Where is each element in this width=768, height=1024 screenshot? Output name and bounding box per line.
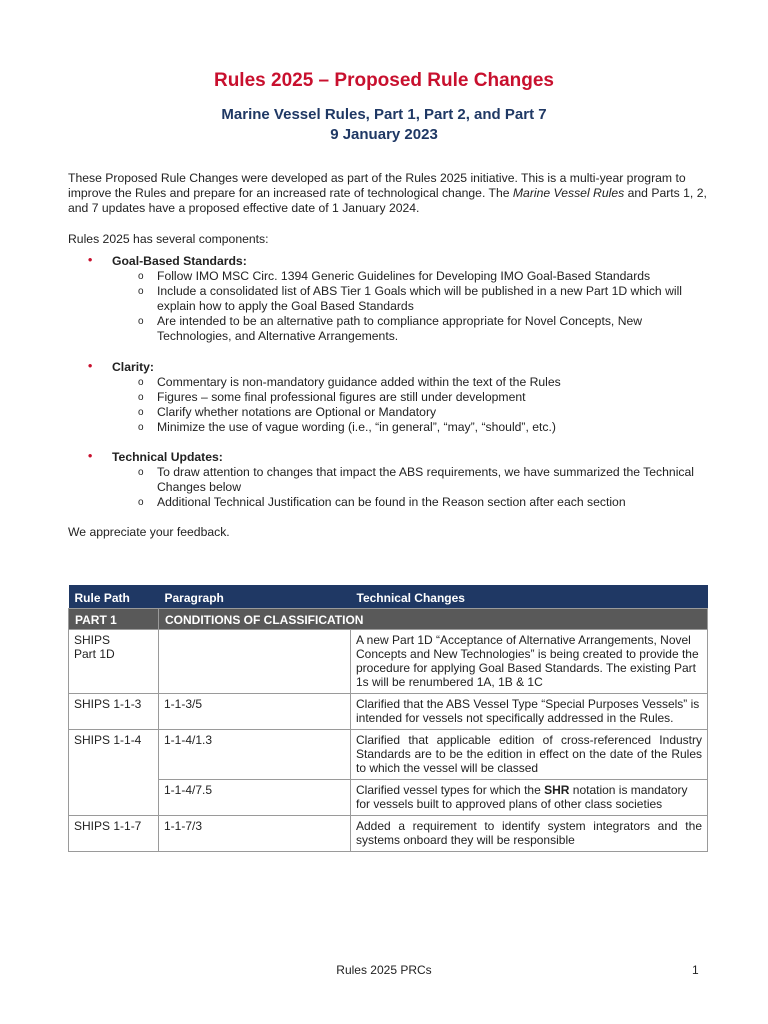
paragraph-cell: 1-1-3/5: [159, 694, 351, 730]
part-row: [69, 609, 708, 630]
sub-bullet-icon: o: [138, 377, 144, 388]
sub-bullet-icon: o: [138, 271, 144, 282]
technical-changes-table: [68, 585, 708, 852]
paragraph-cell: 1-1-4/1.3: [159, 730, 351, 780]
document-title: Rules 2025 – Proposed Rule Changes: [213, 70, 554, 91]
table-row: [69, 780, 708, 816]
table-header-row: [69, 585, 708, 609]
list-item: o Are intended to be an alternative path to compliance appropriate for Novel Concepts, New Technologies, and Alternative Arrangements.: [138, 314, 643, 343]
list-item: o Clarify whether notations are Optional or Mandatory: [138, 405, 437, 419]
document-date: 9 January 2023: [330, 126, 438, 143]
sub-bullet-icon: o: [138, 392, 144, 403]
column-header-rule-path: Rule Path: [69, 585, 159, 609]
change-cell: A new Part 1D “Acceptance of Alternative Arrangements, Novel Concepts and New Technologies” is being created to provide the procedure for applying Goal Based Standards. The existing Part 1s will be renumbered 1A, 1B & 1C: [351, 630, 708, 694]
change-cell: Clarified that applicable edition of cross-referenced Industry Standards are to be the edition in effect on the date of the Rules to which the vessel will be classed: [351, 730, 708, 780]
components-label: Rules 2025 has several components:: [68, 232, 269, 246]
rule-path-cell: SHIPS 1-1-7: [69, 816, 159, 852]
page-number: 1: [692, 963, 699, 977]
part-title: CONDITIONS OF CLASSIFICATION: [159, 609, 708, 630]
section-heading: • Goal-Based Standards:: [88, 253, 247, 268]
table-row: [69, 630, 708, 694]
list-item: o Figures – some final professional figures are still under development: [138, 390, 526, 404]
intro-text-after: and Parts 1, 2, and 7 updates have a proposed effective date of 1 January 2024.: [68, 186, 707, 215]
list-item: o Follow IMO MSC Circ. 1394 Generic Guidelines for Developing IMO Goal-Based Standards: [138, 269, 651, 283]
document-subtitle: Marine Vessel Rules, Part 1, Part 2, and Part 7: [221, 106, 547, 123]
sub-bullet-icon: o: [138, 286, 144, 297]
section-clarity: [68, 360, 708, 435]
sub-bullet-icon: o: [138, 497, 144, 508]
column-header-paragraph: Paragraph: [159, 585, 351, 609]
section-technical-updates: [68, 450, 708, 510]
sub-bullet-icon: o: [138, 467, 144, 478]
list-item: o To draw attention to changes that impact the ABS requirements, we have summarized the Technical Changes below: [138, 465, 694, 494]
section-heading: • Clarity:: [88, 359, 154, 374]
table-row: [69, 816, 708, 852]
column-header-technical-changes: Technical Changes: [351, 585, 708, 609]
paragraph-cell: 1-1-7/3: [159, 816, 351, 852]
change-cell: Added a requirement to identify system integrators and the systems onboard they will be responsible: [351, 816, 708, 852]
list-item: o Additional Technical Justification can be found in the Reason section after each section: [138, 495, 626, 509]
sub-bullet-icon: o: [138, 422, 144, 433]
intro-text-before: These Proposed Rule Changes were developed as part of the Rules 2025 initiative. This is a multi-year program to improve the Rules and prepare for an increased rate of technological change. The: [68, 171, 686, 200]
change-cell: Clarified that the ABS Vessel Type “Special Purposes Vessels” is intended for vessels not specifically addressed in the Rules.: [351, 694, 708, 730]
paragraph-cell: 1-1-4/7.5: [159, 780, 351, 816]
section-heading: • Technical Updates:: [88, 449, 223, 464]
rule-path-cell: SHIPS 1-1-3: [69, 694, 159, 730]
change-cell: Clarified vessel types for which the SHR notation is mandatory for vessels built to approved plans of other class societies: [351, 780, 708, 816]
bullet-icon: •: [88, 359, 93, 373]
sub-bullet-icon: o: [138, 407, 144, 418]
intro-italic: Marine Vessel Rules: [512, 186, 625, 200]
list-item: o Minimize the use of vague wording (i.e., “in general”, “may”, “should”, etc.): [138, 420, 556, 434]
table-row: [69, 730, 708, 780]
table-row: [69, 694, 708, 730]
paragraph-cell: [159, 630, 351, 694]
shr-notation: SHR: [544, 783, 570, 797]
footer-label: Rules 2025 PRCs: [336, 963, 432, 977]
list-item: o Commentary is non-mandatory guidance added within the text of the Rules: [138, 375, 561, 389]
section-goal-based-standards: [68, 254, 708, 344]
intro-paragraph: [68, 171, 708, 216]
rule-path-cell: SHIPS 1-1-4: [69, 730, 159, 816]
sub-bullet-icon: o: [138, 316, 144, 327]
rule-path-cell: SHIPS Part 1D: [69, 630, 159, 694]
feedback-text: We appreciate your feedback.: [68, 525, 230, 539]
list-item: o Include a consolidated list of ABS Tier 1 Goals which will be published in a new Part 1D which will explain how to apply the Goal Based Standards: [138, 284, 683, 313]
part-label: PART 1: [69, 609, 159, 630]
bullet-icon: •: [88, 253, 93, 267]
bullet-icon: •: [88, 449, 93, 463]
